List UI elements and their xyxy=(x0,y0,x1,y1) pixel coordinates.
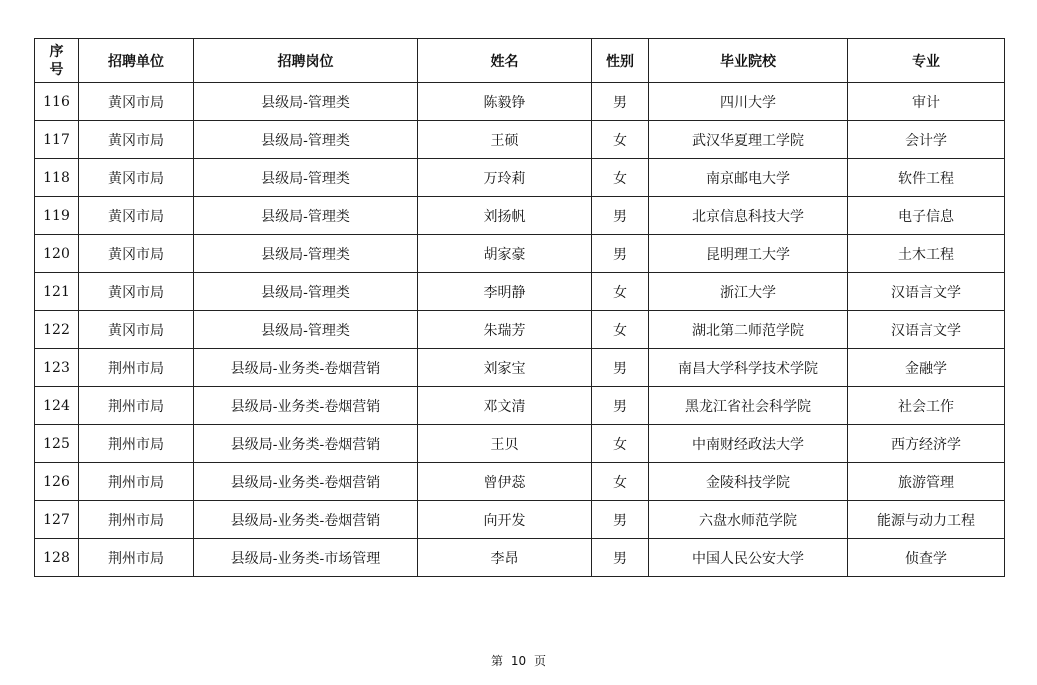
cell-name: 朱瑞芳 xyxy=(418,311,592,349)
cell-name: 陈毅铮 xyxy=(418,83,592,121)
cell-name: 王硕 xyxy=(418,121,592,159)
table-row xyxy=(35,159,1005,197)
table-row xyxy=(35,121,1005,159)
table-row xyxy=(35,273,1005,311)
cell-major: 汉语言文学 xyxy=(848,311,1005,349)
cell-gender: 女 xyxy=(592,159,649,197)
cell-name: 胡家豪 xyxy=(418,235,592,273)
cell-gender: 女 xyxy=(592,273,649,311)
cell-unit: 黄冈市局 xyxy=(79,311,194,349)
cell-position: 县级局-管理类 xyxy=(194,273,418,311)
table-row xyxy=(35,235,1005,273)
cell-unit: 荆州市局 xyxy=(79,349,194,387)
cell-unit: 荆州市局 xyxy=(79,463,194,501)
cell-gender: 女 xyxy=(592,463,649,501)
cell-school: 六盘水师范学院 xyxy=(649,501,848,539)
cell-unit: 荆州市局 xyxy=(79,425,194,463)
cell-position: 县级局-管理类 xyxy=(194,197,418,235)
cell-unit: 荆州市局 xyxy=(79,501,194,539)
cell-serial: 122 xyxy=(35,311,79,349)
cell-position: 县级局-业务类-卷烟营销 xyxy=(194,349,418,387)
cell-gender: 男 xyxy=(592,387,649,425)
cell-name: 李明静 xyxy=(418,273,592,311)
cell-position: 县级局-管理类 xyxy=(194,83,418,121)
table-row xyxy=(35,83,1005,121)
cell-major: 会计学 xyxy=(848,121,1005,159)
cell-unit: 荆州市局 xyxy=(79,539,194,577)
header-serial: 序号 xyxy=(35,39,79,83)
cell-school: 南昌大学科学技术学院 xyxy=(649,349,848,387)
cell-position: 县级局-业务类-卷烟营销 xyxy=(194,387,418,425)
header-position: 招聘岗位 xyxy=(194,39,418,83)
cell-major: 审计 xyxy=(848,83,1005,121)
cell-serial: 123 xyxy=(35,349,79,387)
header-unit: 招聘单位 xyxy=(79,39,194,83)
cell-position: 县级局-管理类 xyxy=(194,311,418,349)
cell-major: 软件工程 xyxy=(848,159,1005,197)
cell-gender: 男 xyxy=(592,197,649,235)
cell-unit: 黄冈市局 xyxy=(79,83,194,121)
cell-school: 武汉华夏理工学院 xyxy=(649,121,848,159)
header-school: 毕业院校 xyxy=(649,39,848,83)
cell-major: 汉语言文学 xyxy=(848,273,1005,311)
cell-serial: 118 xyxy=(35,159,79,197)
cell-major: 西方经济学 xyxy=(848,425,1005,463)
cell-name: 邓文清 xyxy=(418,387,592,425)
recruitment-table xyxy=(34,38,1005,577)
cell-serial: 127 xyxy=(35,501,79,539)
cell-position: 县级局-业务类-卷烟营销 xyxy=(194,463,418,501)
cell-serial: 126 xyxy=(35,463,79,501)
cell-serial: 119 xyxy=(35,197,79,235)
cell-major: 土木工程 xyxy=(848,235,1005,273)
cell-serial: 128 xyxy=(35,539,79,577)
cell-unit: 黄冈市局 xyxy=(79,159,194,197)
header-row xyxy=(35,39,1005,83)
cell-school: 中南财经政法大学 xyxy=(649,425,848,463)
table-row xyxy=(35,425,1005,463)
table-row xyxy=(35,349,1005,387)
cell-name: 李昂 xyxy=(418,539,592,577)
cell-major: 侦查学 xyxy=(848,539,1005,577)
cell-unit: 荆州市局 xyxy=(79,387,194,425)
cell-unit: 黄冈市局 xyxy=(79,235,194,273)
cell-major: 社会工作 xyxy=(848,387,1005,425)
cell-serial: 117 xyxy=(35,121,79,159)
cell-gender: 女 xyxy=(592,121,649,159)
page-number: 10 xyxy=(510,654,527,668)
cell-gender: 男 xyxy=(592,349,649,387)
cell-name: 王贝 xyxy=(418,425,592,463)
cell-school: 浙江大学 xyxy=(649,273,848,311)
cell-serial: 125 xyxy=(35,425,79,463)
cell-major: 能源与动力工程 xyxy=(848,501,1005,539)
cell-unit: 黄冈市局 xyxy=(79,273,194,311)
table-body xyxy=(35,83,1005,577)
table-header xyxy=(35,39,1005,83)
cell-school: 南京邮电大学 xyxy=(649,159,848,197)
cell-unit: 黄冈市局 xyxy=(79,197,194,235)
cell-gender: 男 xyxy=(592,501,649,539)
cell-school: 中国人民公安大学 xyxy=(649,539,848,577)
cell-name: 万玲莉 xyxy=(418,159,592,197)
table-row xyxy=(35,311,1005,349)
cell-gender: 女 xyxy=(592,425,649,463)
cell-position: 县级局-管理类 xyxy=(194,159,418,197)
cell-school: 黑龙江省社会科学院 xyxy=(649,387,848,425)
table-row xyxy=(35,387,1005,425)
header-name: 姓名 xyxy=(418,39,592,83)
cell-major: 金融学 xyxy=(848,349,1005,387)
cell-serial: 116 xyxy=(35,83,79,121)
page-footer xyxy=(0,652,1037,669)
cell-unit: 黄冈市局 xyxy=(79,121,194,159)
cell-position: 县级局-业务类-卷烟营销 xyxy=(194,425,418,463)
cell-position: 县级局-管理类 xyxy=(194,121,418,159)
cell-major: 旅游管理 xyxy=(848,463,1005,501)
cell-gender: 男 xyxy=(592,83,649,121)
cell-position: 县级局-业务类-市场管理 xyxy=(194,539,418,577)
cell-gender: 女 xyxy=(592,311,649,349)
table-row xyxy=(35,539,1005,577)
cell-school: 北京信息科技大学 xyxy=(649,197,848,235)
cell-name: 刘扬帆 xyxy=(418,197,592,235)
cell-position: 县级局-业务类-卷烟营销 xyxy=(194,501,418,539)
cell-school: 四川大学 xyxy=(649,83,848,121)
cell-name: 刘家宝 xyxy=(418,349,592,387)
cell-serial: 121 xyxy=(35,273,79,311)
footer-prefix: 第 xyxy=(491,654,504,668)
cell-name: 向开发 xyxy=(418,501,592,539)
cell-serial: 120 xyxy=(35,235,79,273)
cell-major: 电子信息 xyxy=(848,197,1005,235)
cell-school: 金陵科技学院 xyxy=(649,463,848,501)
header-major: 专业 xyxy=(848,39,1005,83)
cell-name: 曾伊蕊 xyxy=(418,463,592,501)
cell-gender: 男 xyxy=(592,539,649,577)
cell-school: 昆明理工大学 xyxy=(649,235,848,273)
header-gender: 性别 xyxy=(592,39,649,83)
cell-school: 湖北第二师范学院 xyxy=(649,311,848,349)
table-row xyxy=(35,463,1005,501)
cell-serial: 124 xyxy=(35,387,79,425)
table-row xyxy=(35,197,1005,235)
table-row xyxy=(35,501,1005,539)
footer-suffix: 页 xyxy=(533,654,546,668)
cell-position: 县级局-管理类 xyxy=(194,235,418,273)
cell-gender: 男 xyxy=(592,235,649,273)
